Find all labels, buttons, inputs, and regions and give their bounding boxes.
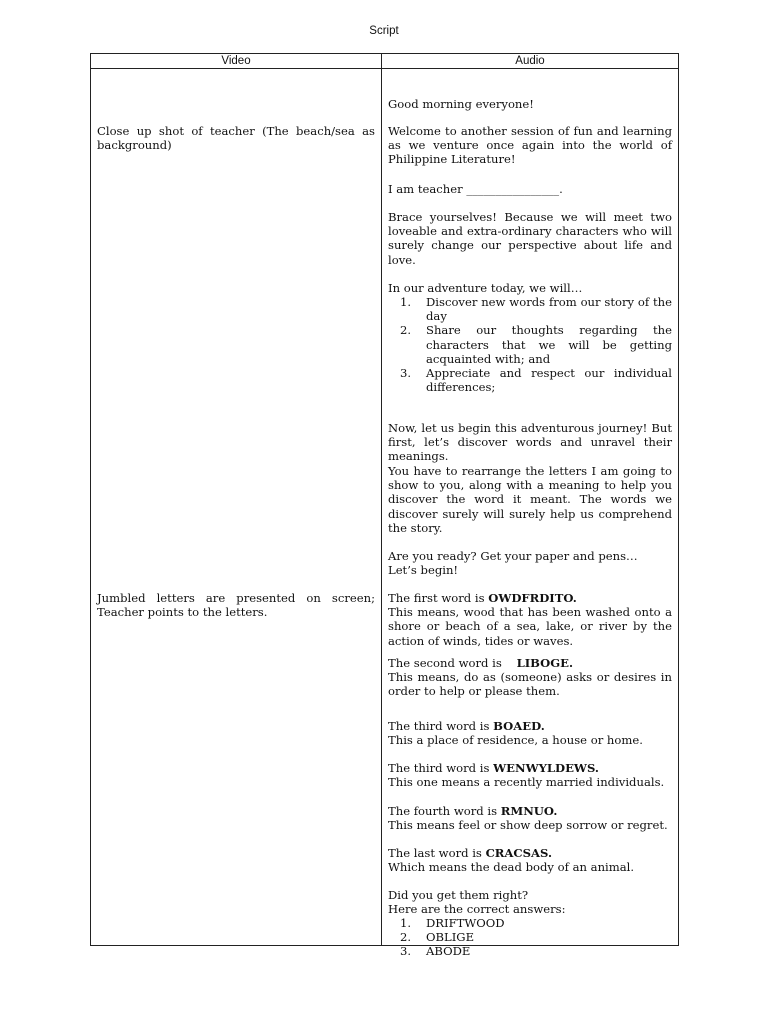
word-meaning: This means feel or show deep sorrow or regret. [388,818,668,833]
audio-rearrange-instructions: You have to rearrange the letters I am going to show to you, along with a meaning to help you discover the word it meant. The words we discover surely will surely help us comprehend the story. [388,464,672,535]
word-meaning: This one means a recently married individuals. [388,775,665,790]
word-lead: The third word is [388,719,494,733]
list-item-number: 2. [400,930,412,945]
video-cue-close-up: Close up shot of teacher (The beach/sea as background) [97,124,375,153]
table-header-row [91,54,679,69]
list-item [400,295,672,323]
audio-ready: Are you ready? Get your paper and pens… [388,549,638,563]
list-item [400,323,672,366]
word-entry [388,804,672,832]
jumbled-word: RMNUO. [500,804,558,818]
video-cue-jumbled-letters: Jumbled letters are presented on screen; Teacher points to the letters. [97,591,375,620]
video-cell [91,69,382,946]
list-item-text: Share our thoughts regarding the characters that we will be getting acquainted with; and [426,323,672,366]
list-item [400,916,672,930]
list-item-number: 1. [400,916,412,930]
audio-answers-intro: Here are the correct answers: [388,902,566,916]
list-item [400,944,672,958]
list-item-text: Discover new words from our story of the day [426,295,672,324]
audio-cell [382,69,679,959]
list-item-number: 3. [400,944,412,959]
audio-begin-journey: Now, let us begin this adventurous journey! But first, let’s discover words and unravel their meanings. [388,421,672,464]
word-lead: The third word is [388,761,494,775]
jumbled-word: WENWYLDEWS. [493,761,599,775]
audio-greeting: Good morning everyone! [388,97,534,111]
word-meaning: This a place of residence, a house or home. [388,733,643,748]
jumbled-word: CRACSAS. [485,846,553,860]
jumbled-word: OWDFRDITO. [488,591,577,605]
list-item-text: Appreciate and respect our individual differences; [426,366,672,395]
audio-column-header: Audio [382,54,679,69]
word-lead: The first word is [388,591,489,605]
script-table [90,53,679,959]
word-lead: The last word is [388,846,486,860]
objectives-list [400,295,672,394]
audio-adventure-intro: In our adventure today, we will… [388,281,583,295]
list-item-number: 1. [400,295,412,309]
video-column-header: Video [91,54,382,69]
word-entry [388,719,672,747]
answers-list [400,916,672,959]
audio-teacher-intro: I am teacher ________________. [388,182,563,196]
audio-welcome: Welcome to another session of fun and learning as we venture once again into the world of Philippine Literature! [388,124,672,167]
audio-brace: Brace yourselves! Because we will meet two loveable and extra-ordinary characters who will surely change our perspective about life and love. [388,210,672,267]
document-title: Script [369,25,399,37]
list-item-number: 2. [400,323,412,338]
audio-check: Did you get them right? [388,888,529,902]
word-lead: The second word is [388,656,517,670]
word-entry [388,656,672,699]
word-entry [388,591,672,648]
word-meaning: This means, do as (someone) asks or desires in order to help or please them. [388,670,672,699]
word-meaning: Which means the dead body of an animal. [388,860,635,875]
list-item [400,366,672,394]
word-entry [388,761,672,789]
word-lead: The fourth word is [388,804,501,818]
list-item-number: 3. [400,366,412,381]
word-meaning: This means, wood that has been washed onto a shore or beach of a sea, lake, or river by the action of winds, tides or waves. [388,605,672,648]
list-item-text: OBLIGE [426,930,475,945]
list-item [400,930,672,944]
word-entry [388,846,672,874]
jumbled-word: LIBOGE. [516,656,574,670]
jumbled-word: BOAED. [493,719,545,733]
table-row [91,69,679,946]
list-item-text: ABODE [426,944,471,959]
list-item-text: DRIFTWOOD [426,916,505,930]
audio-lets-begin: Let’s begin! [388,563,459,577]
